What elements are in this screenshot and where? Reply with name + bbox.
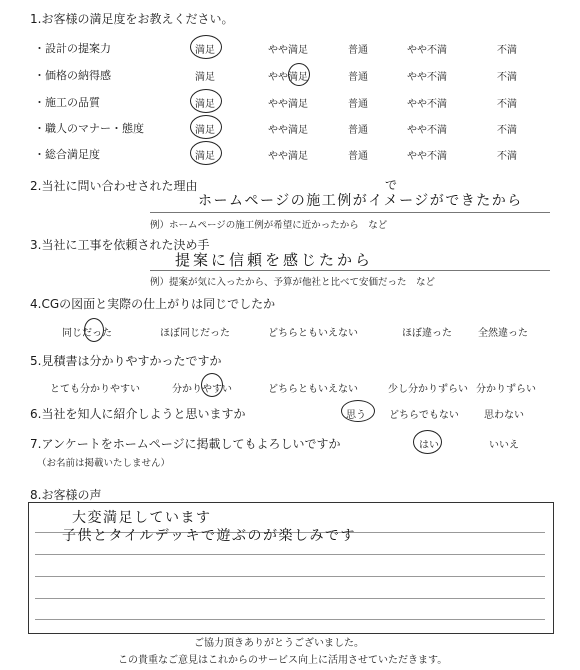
selection-circle [190,141,222,165]
selection-circle [190,115,222,139]
selection-circle [84,318,104,342]
q2-title: 2.当社に問い合わせされた理由 [30,179,198,193]
q1-option[interactable]: やや不満 [407,45,447,56]
q7-note: （お名前は掲載いたしません） [37,458,171,469]
q1-option[interactable]: 満足 [195,125,215,136]
q7-option[interactable]: いいえ [489,440,519,451]
q1-option[interactable]: 不満 [497,125,517,136]
q1-option[interactable]: やや満足 [268,125,308,136]
q1-option[interactable]: やや不満 [407,125,447,136]
q5-option[interactable]: 少し分かりずらい [388,384,468,395]
q4-option[interactable]: ほぼ違った [402,328,452,339]
ruled-line [35,619,545,620]
q1-option[interactable]: 満足 [195,99,215,110]
q6-option[interactable]: どちらでもない [389,410,459,421]
q3-example: 例）提案が気に入ったから、予算が他社と比べて安価だった など [150,277,436,288]
q5-option[interactable]: とても分かりやすい [50,384,140,395]
q2-handwritten-insert: で [385,178,399,192]
q2-handwritten-answer: ホームページの施工例がイメージができたから [198,193,523,209]
ruled-line [35,554,545,555]
q1-option[interactable]: 不満 [497,99,517,110]
q1-option[interactable]: 不満 [497,151,517,162]
q1-option[interactable]: 普通 [348,99,368,110]
q4-option[interactable]: 全然違った [478,328,528,339]
q1-option[interactable]: 不満 [497,45,517,56]
answer-underline [150,212,550,213]
q1-option[interactable]: 普通 [348,72,368,83]
selection-circle [190,35,222,59]
selection-circle [190,89,222,113]
q6-title: 6.当社を知人に紹介しようと思いますか [30,407,246,421]
footer-note: この貴重なご意見はこれからのサービス向上に活用させていただきます。 [118,655,448,666]
q4-option[interactable]: ほぼ同じだった [160,328,230,339]
q1-option[interactable]: やや不満 [407,72,447,83]
q1-option[interactable]: 満足 [195,151,215,162]
q1-option[interactable]: やや満足 [268,99,308,110]
q4-title: 4.CGの図面と実際の仕上がりは同じでしたか [30,297,276,311]
q1-item-label: ・総合満足度 [34,148,100,161]
ruled-line [35,576,545,577]
q8-title: 8.お客様の声 [30,488,102,502]
selection-circle [413,430,442,454]
q1-title: 1.お客様の満足度をお教えください。 [30,12,234,26]
q1-option[interactable]: やや不満 [407,151,447,162]
selection-circle [341,400,375,422]
q4-option[interactable]: どちらともいえない [268,328,358,339]
q2-example: 例）ホームページの施工例が希望に近かったから など [150,220,388,231]
q1-option[interactable]: やや不満 [407,99,447,110]
q4-option[interactable]: 同じだった [62,328,112,339]
q5-option[interactable]: 分かりやすい [172,384,232,395]
q1-option[interactable]: 満足 [195,45,215,56]
selection-circle [288,63,310,86]
ruled-line [35,598,545,599]
q7-title: 7.アンケートをホームページに掲載してもよろしいですか [30,437,341,451]
q8-handwritten-line1: 大変満足しています [72,510,212,526]
q1-option[interactable]: やや満足 [268,45,308,56]
q5-option[interactable]: 分かりずらい [476,384,536,395]
q1-option[interactable]: 満足 [195,72,215,83]
q7-option[interactable]: はい [419,440,439,451]
q5-title: 5.見積書は分かりやすかったですか [30,354,222,368]
q6-option[interactable]: 思わない [484,410,524,421]
q1-option[interactable]: やや満足 [268,72,308,83]
q1-item-label: ・職人のマナー・態度 [34,122,144,135]
q1-option[interactable]: 不満 [497,72,517,83]
q1-option[interactable]: 普通 [348,45,368,56]
q5-option[interactable]: どちらともいえない [268,384,358,395]
selection-circle [201,373,223,397]
q1-option[interactable]: やや満足 [268,151,308,162]
q1-item-label: ・価格の納得感 [34,69,111,82]
q1-option[interactable]: 普通 [348,151,368,162]
footer-thanks: ご協力頂きありがとうございました。 [194,638,364,649]
q1-option[interactable]: 普通 [348,125,368,136]
answer-underline [150,270,550,271]
q1-item-label: ・設計の提案力 [34,42,111,55]
q1-item-label: ・施工の品質 [34,96,100,109]
q6-option[interactable]: 思う [346,410,366,421]
q8-handwritten-line2: 子供とタイルデッキで遊ぶのが楽しみです [62,528,356,544]
q3-title: 3.当社に工事を依頼された決め手 [30,238,210,252]
q3-handwritten-answer: 提案に信頼を感じたから [175,251,374,269]
